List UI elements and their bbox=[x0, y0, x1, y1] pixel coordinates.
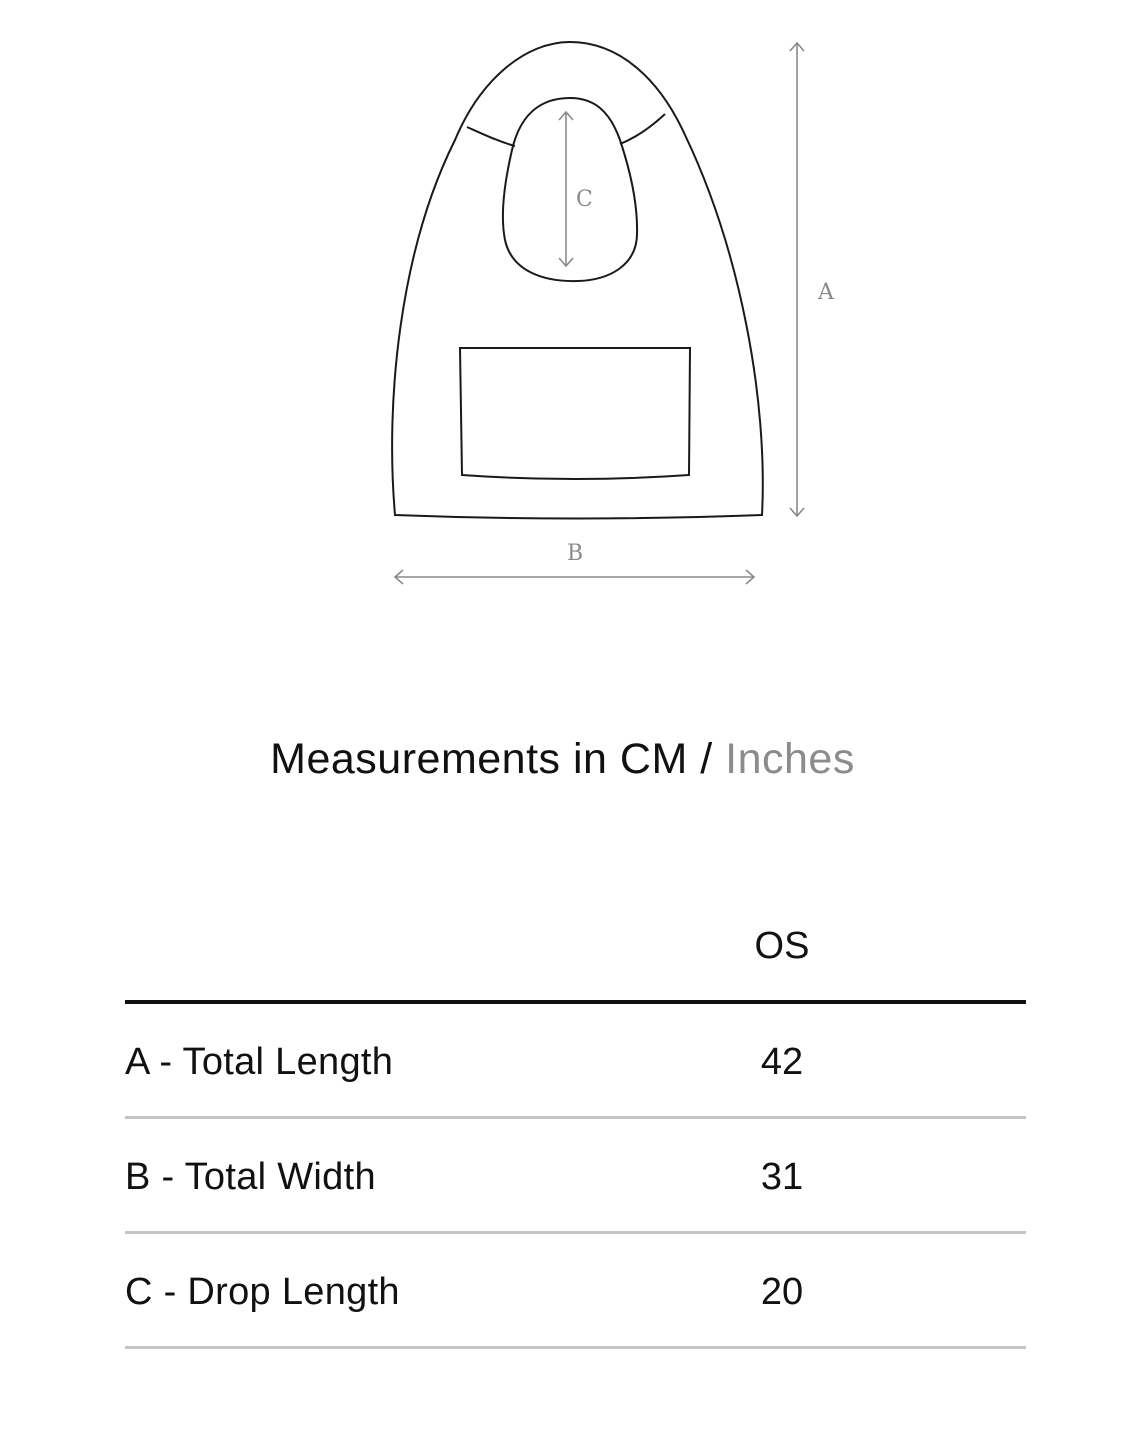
dimension-c-arrow bbox=[559, 112, 573, 266]
front-pocket bbox=[460, 348, 690, 479]
heading-unit-inches-toggle[interactable]: Inches bbox=[725, 735, 855, 783]
handle-opening bbox=[503, 98, 637, 281]
dimension-label-a: A bbox=[818, 280, 834, 305]
dimension-label-c: C bbox=[576, 187, 593, 212]
table-row bbox=[125, 1119, 1026, 1234]
measurements-table bbox=[125, 900, 1026, 1349]
table-header-row bbox=[125, 900, 1026, 1004]
measurements-heading bbox=[0, 733, 1125, 785]
row-label: A - Total Length bbox=[125, 1041, 394, 1083]
row-label: B - Total Width bbox=[125, 1156, 376, 1198]
table-row bbox=[125, 1234, 1026, 1349]
table-row bbox=[125, 1004, 1026, 1119]
row-value: 42 bbox=[760, 1041, 804, 1083]
size-diagram bbox=[0, 0, 1125, 640]
row-value: 31 bbox=[760, 1156, 804, 1198]
bag-illustration bbox=[0, 0, 1125, 640]
size-column-header: OS bbox=[754, 925, 810, 967]
row-label: C - Drop Length bbox=[125, 1271, 400, 1313]
handle-seam-right bbox=[620, 114, 665, 144]
handle-seam-left bbox=[467, 127, 515, 146]
dimension-a-arrow bbox=[790, 43, 804, 516]
dimension-label-b: B bbox=[567, 541, 584, 566]
dimension-b-arrow bbox=[395, 570, 754, 584]
row-value: 20 bbox=[760, 1271, 804, 1313]
heading-unit-cm: Measurements in CM / bbox=[270, 735, 713, 783]
